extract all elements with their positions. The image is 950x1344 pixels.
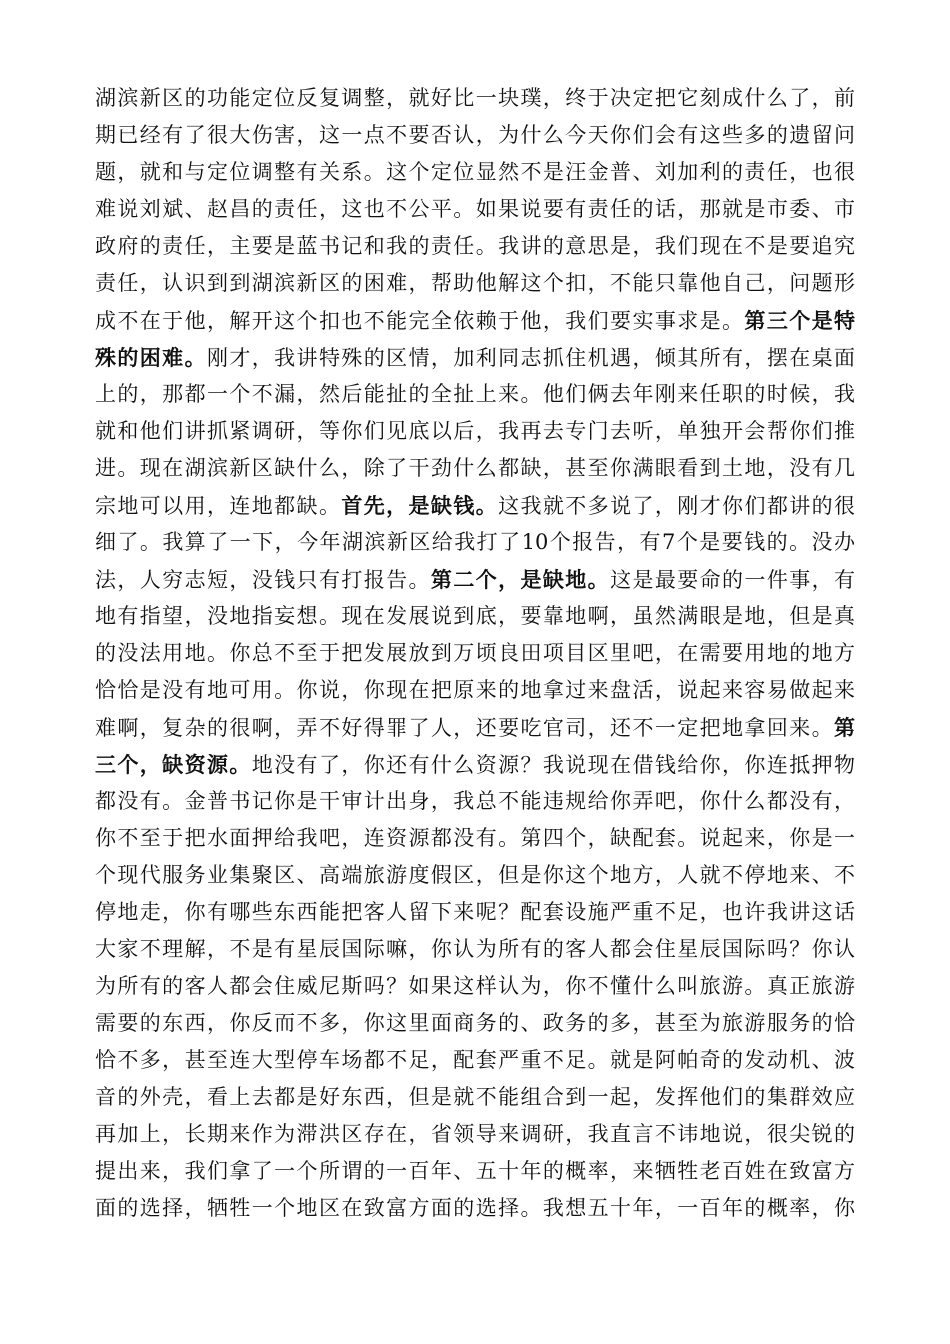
body-text: 为所有的客人都会住威尼斯吗？如果这样认为，你不懂什么叫旅游。真正旅游 bbox=[95, 974, 855, 998]
text-line bbox=[95, 894, 855, 931]
text-line bbox=[95, 524, 855, 561]
body-text: 细了。我算了一下，今年湖滨新区给我打了10个报告，有7个是要钱的。没办 bbox=[95, 530, 855, 554]
body-text: 湖滨新区的功能定位反复调整，就好比一块璞，终于决定把它刻成什么了，前 bbox=[95, 86, 855, 110]
body-text: 停地走，你有哪些东西能把客人留下来呢？配套设施严重不足，也许我讲这话 bbox=[95, 900, 855, 924]
text-line bbox=[95, 709, 855, 746]
document-body bbox=[95, 80, 855, 1227]
body-text: 就和他们讲抓紧调研，等你们见底以后，我再去专门去听，单独开会帮你们推 bbox=[95, 419, 855, 443]
text-line bbox=[95, 672, 855, 709]
body-text: 地有指望，没地指妄想。现在发展说到底，要靠地啊，虽然满眼是地，但是真 bbox=[95, 604, 855, 628]
text-line bbox=[95, 561, 855, 598]
text-line bbox=[95, 265, 855, 302]
bold-heading-text: 三个，缺资源。 bbox=[95, 752, 252, 777]
text-line bbox=[95, 820, 855, 857]
text-line bbox=[95, 1116, 855, 1153]
body-text: 这是最要命的一件事，有 bbox=[610, 568, 856, 592]
body-text: 你不至于把水面押给我吧，连资源都没有。第四个，缺配套。说起来，你是一 bbox=[95, 826, 855, 850]
body-text: 个现代服务业集聚区、高端旅游度假区，但是你这个地方，人就不停地来、不 bbox=[95, 863, 855, 887]
text-line bbox=[95, 635, 855, 672]
body-text: 刚才，我讲特殊的区情，加利同志抓住机遇，倾其所有，摆在桌面 bbox=[206, 346, 856, 370]
body-text: 需要的东西，你反而不多，你这里面商务的、政务的多，甚至为旅游服务的恰 bbox=[95, 1011, 855, 1035]
text-line bbox=[95, 746, 855, 783]
text-line bbox=[95, 191, 855, 228]
bold-heading-text: 殊的困难。 bbox=[95, 345, 207, 370]
body-text: 的没法用地。你总不至于把发展放到万顷良田项目区里吧，在需要用地的地方 bbox=[95, 641, 855, 665]
body-text: 成不在于他，解开这个扣也不能完全依赖于他，我们要实事求是。 bbox=[95, 309, 745, 333]
body-text: 法，人穷志短，没钱只有打报告。 bbox=[95, 568, 431, 592]
text-line bbox=[95, 857, 855, 894]
body-text: 都没有。金普书记你是干审计出身，我总不能违规给你弄吧，你什么都没有， bbox=[95, 789, 855, 813]
text-line bbox=[95, 154, 855, 191]
body-text: 恰恰是没有地可用。你说，你现在把原来的地拿过来盘活，说起来容易做起来 bbox=[95, 678, 855, 702]
text-line bbox=[95, 598, 855, 635]
body-text: 提出来，我们拿了一个所谓的一百年、五十年的概率，来牺牲老百姓在致富方 bbox=[95, 1159, 855, 1183]
bold-heading-text: 第二个，是缺地。 bbox=[430, 567, 611, 592]
body-text: 这我就不多说了，刚才你们都讲的很 bbox=[498, 494, 856, 518]
bold-heading-text: 第 bbox=[834, 715, 855, 740]
body-text: 恰不多，甚至连大型停车场都不足，配套严重不足。就是阿帕奇的发动机、波 bbox=[95, 1048, 855, 1072]
body-text: 难啊，复杂的很啊，弄不好得罪了人，还要吃官司，还不一定把地拿回来。 bbox=[95, 716, 834, 740]
text-line bbox=[95, 228, 855, 265]
bold-heading-text: 第三个是特 bbox=[744, 308, 855, 333]
text-line bbox=[95, 1190, 855, 1227]
text-line bbox=[95, 376, 855, 413]
text-line bbox=[95, 1005, 855, 1042]
body-text: 政府的责任，主要是蓝书记和我的责任。我讲的意思是，我们现在不是要追究 bbox=[95, 234, 855, 258]
body-text: 难说刘斌、赵昌的责任，这也不公平。如果说要有责任的话，那就是市委、市 bbox=[95, 197, 855, 221]
text-line bbox=[95, 1042, 855, 1079]
body-text: 宗地可以用，连地都缺。 bbox=[95, 494, 342, 518]
body-text: 题，就和与定位调整有关系。这个定位显然不是汪金普、刘加利的责任，也很 bbox=[95, 160, 855, 184]
body-text: 面的选择，牺牲一个地区在致富方面的选择。我想五十年，一百年的概率，你 bbox=[95, 1196, 855, 1220]
body-text: 地没有了，你还有什么资源？我说现在借钱给你，你连抵押物 bbox=[251, 753, 856, 777]
body-text: 音的外壳，看上去都是好东西，但是就不能组合到一起，发挥他们的集群效应 bbox=[95, 1085, 855, 1109]
text-line bbox=[95, 450, 855, 487]
body-text: 期已经有了很大伤害，这一点不要否认，为什么今天你们会有这些多的遗留问 bbox=[95, 123, 855, 147]
text-line bbox=[95, 1153, 855, 1190]
body-text: 上的，那都一个不漏，然后能扯的全扯上来。他们俩去年刚来任职的时候，我 bbox=[95, 382, 855, 406]
text-line bbox=[95, 117, 855, 154]
body-text: 再加上，长期来作为滞洪区存在，省领导来调研，我直言不讳地说，很尖锐的 bbox=[95, 1122, 855, 1146]
body-text: 进。现在湖滨新区缺什么，除了干劲什么都缺，甚至你满眼看到土地，没有几 bbox=[95, 456, 855, 480]
text-line bbox=[95, 302, 855, 339]
text-line bbox=[95, 487, 855, 524]
text-line bbox=[95, 413, 855, 450]
text-line bbox=[95, 339, 855, 376]
bold-heading-text: 首先，是缺钱。 bbox=[341, 493, 499, 518]
text-line bbox=[95, 931, 855, 968]
body-text: 大家不理解，不是有星辰国际嘛，你认为所有的客人都会住星辰国际吗？你认 bbox=[95, 937, 855, 961]
body-text: 责任，认识到到湖滨新区的困难，帮助他解这个扣，不能只靠他自己，问题形 bbox=[95, 271, 855, 295]
text-line bbox=[95, 783, 855, 820]
text-line bbox=[95, 80, 855, 117]
text-line bbox=[95, 1079, 855, 1116]
text-line bbox=[95, 968, 855, 1005]
